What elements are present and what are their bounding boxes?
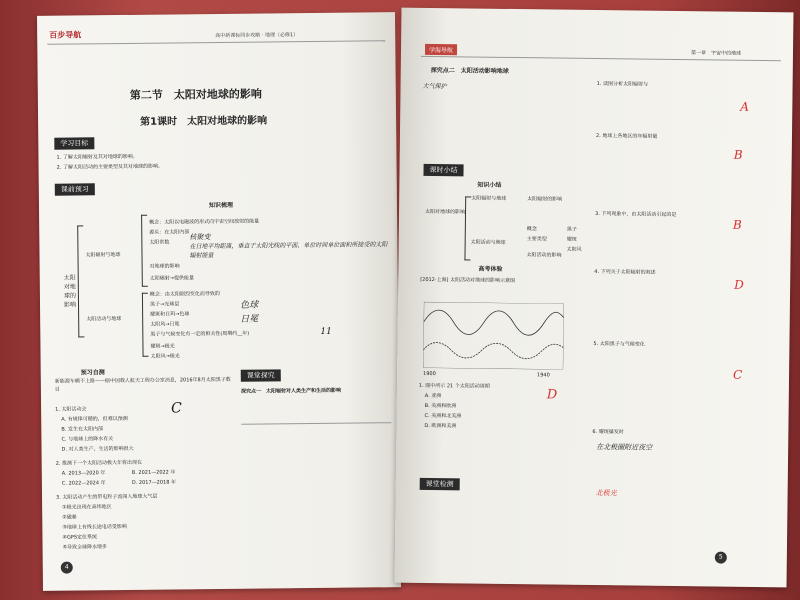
self-test-label: 预习自测 [80, 369, 105, 377]
summary-item-1: 太阳辐射与地球 [471, 195, 507, 202]
q1: 1. 太阳活动会 [55, 406, 87, 413]
tree-node-n8: 黑子→光球层 [149, 301, 180, 308]
hw-r-answer-3: B [732, 217, 742, 232]
summary-item-8: 黑子 [566, 226, 577, 233]
q2: 2. 推测下一个太阳活动极大年将出现在 [55, 459, 143, 467]
tree-root: 太阳对地球的影响 [63, 274, 77, 309]
q2-opt-d: D. 2017—2018 年 [131, 479, 177, 486]
hw-chromosphere: 色球 [239, 300, 259, 311]
q1-opt-d: D. 对人类生产、生活的影响很大 [61, 445, 134, 453]
q1-opt-a: A. 有规律可循的，但难以预测 [61, 415, 128, 423]
preview-label: 课前预习 [55, 183, 95, 195]
header-chip: 学海导航 [425, 44, 457, 55]
tree-brace-2 [142, 293, 149, 357]
hw-r-answer-1: A [740, 99, 750, 114]
hw-fusion: 核聚变 [189, 233, 211, 242]
tree-node-n7: 概念：由太阳剧烈变化而导致的 [149, 290, 220, 298]
exam-text: [2012·上海] 太阳活动对地球的影响示意图 [420, 276, 516, 285]
tree-brace-root [77, 225, 84, 337]
right-header: 第一章 宇宙中的地球 [690, 50, 742, 57]
rq-5: 5. 太阳黑子与气候变化 [593, 340, 645, 348]
q2-opt-b: B. 2021—2022 年 [131, 469, 176, 476]
summary-brace [464, 196, 471, 260]
q1-opt-b: B. 发生在太阳内部 [61, 426, 103, 433]
summary-item-5: 概念 [526, 226, 537, 233]
test-label: 课堂检测 [420, 478, 460, 490]
header-rule [47, 40, 385, 45]
sunspot-chart [423, 302, 564, 370]
q2-opt-c: C. 2022—2024 年 [61, 480, 106, 487]
tree-node-n14: 耀斑→极光 [150, 343, 175, 350]
summary-item-10: 太阳风 [566, 246, 582, 253]
q2-opt-a: A. 2013—2020 年 [61, 470, 106, 477]
chart-label-x0: 1900 [423, 370, 436, 378]
section-title: 第二节 太阳对地球的影响 [129, 87, 262, 102]
hw-corona: 日冕 [240, 314, 259, 325]
hw-right-note: 大气保护 [422, 82, 447, 91]
lesson-title: 第1课时 太阳对地球的影响 [140, 115, 268, 128]
tree-node-n4: 对地球的影响 [149, 263, 180, 270]
goals-label: 学习目标 [54, 137, 94, 149]
logo: 百步导航 [49, 30, 82, 40]
rq-4: 4. 下列关于太阳辐射的叙述 [594, 269, 656, 276]
summary-item-4: 太阳活动的影响 [526, 252, 562, 259]
q3-opt-1: ①极光出现在高纬地区 [62, 504, 112, 511]
summary-item-9: 耀斑 [566, 236, 577, 243]
hw-answer-1: C [171, 400, 182, 417]
tree-node-n15: 太阳风→极光 [150, 353, 180, 360]
explore-rule [241, 422, 391, 425]
hw-solar-constant: 在日地平均距离，垂直于太阳光线的平面，单位时间单位面积所接受的太阳辐射能量 [189, 241, 388, 260]
q3-opt-2: ②磁暴 [62, 514, 77, 521]
left-page-number: 4 [61, 562, 73, 574]
goal-1: 1. 了解太阳辐射及其对地球的影响。 [56, 153, 138, 161]
summary-item-3: 太阳活动与地球 [470, 239, 506, 246]
q3-opt-3: ③地球上有线长途电话受影响 [62, 523, 127, 531]
hw-r-answer-5: C [732, 367, 743, 382]
page-header: 高中新课标同步攻略 · 地理（必修1） [215, 32, 299, 40]
tree-node-n1: 概念：太阳以电磁波的形式向宇宙空间放射的能量 [149, 218, 260, 226]
rq-2: 2. 地球上各地区的年辐射量 [595, 133, 658, 140]
right-page-number: 5 [715, 551, 727, 563]
exam-q1-d: D. 欧洲和美洲 [424, 422, 457, 430]
explore-label: 课堂探究 [241, 369, 281, 381]
explore-2: 探究点二 太阳活动影响地球 [430, 66, 509, 75]
tree-node-n3: 太阳常数 [149, 239, 170, 246]
hw-r-note-1: 在北极圈附近夜空 [596, 443, 653, 452]
explore-1: 探究点一 太阳辐射对人类生产和生活的影响 [240, 387, 341, 395]
summary-item-2: 太阳辐射的影响 [527, 196, 563, 203]
exam-q1-b: B. 美洲和欧洲 [424, 402, 457, 410]
tree-branch-2: 太阳活动与地球 [86, 316, 122, 323]
exam-q1: 1. 图中所示 21 个太阳活动周期 [418, 382, 490, 390]
hw-r-note-2: 北极光 [595, 489, 617, 498]
goal-2: 2. 了解太阳活动的主要类型及其对地球的影响。 [56, 163, 163, 171]
hw-exam-answer: D [546, 387, 558, 403]
q3-opt-4: ④GPS定位系统 [62, 534, 98, 541]
tree-node-n16: 黑子与气候变化有一定的相关性(周期约__年) [150, 330, 250, 338]
summary-item-6: 主要类型 [526, 236, 547, 243]
tree-node-n10: 太阳风→日冕 [150, 321, 180, 328]
mini-map-title: 知识小结 [477, 181, 502, 189]
knowledge-title: 知识梳理 [208, 201, 234, 210]
rq-1: 1. 读图分析太阳辐射与 [596, 81, 649, 88]
rq-6: 6. 耀斑爆发时 [592, 428, 624, 436]
hw-eleven: 11 [320, 326, 332, 337]
tree-branch-1: 太阳辐射与地球 [85, 252, 121, 259]
q3: 3. 太阳活动产生的带电粒子流闯入地球大气层 [56, 493, 158, 501]
q3-opt-5: ⑤导致全球降水增多 [62, 544, 108, 551]
exam-q1-c: C. 美洲和北美洲 [424, 412, 462, 420]
tree-node-n6: 太阳辐射→提供能量 [149, 275, 194, 282]
chart-label-x4: 1940 [537, 372, 550, 379]
tree-node-n2: 源头：在太阳内部 [149, 229, 190, 236]
hw-r-answer-2: B [733, 147, 743, 162]
self-test-text: 新能源车辆不上路——据中国载人航天工程办公室消息，2016年8月太阳黑子数目 [54, 376, 231, 393]
left-page [37, 12, 401, 591]
summary-root: 太阳对地球的影响 [424, 208, 466, 216]
exam-title: 高考体验 [478, 265, 503, 273]
summary-label: 课时小结 [423, 164, 463, 176]
hw-r-answer-4: D [734, 277, 744, 292]
q1-opt-c: C. 与地球上的降水有关 [61, 436, 114, 443]
tree-node-n9: 耀斑和日珥→色球 [150, 311, 190, 318]
right-page [395, 8, 794, 588]
tree-brace-1 [141, 215, 148, 287]
exam-q1-a: A. 亚洲 [424, 392, 442, 400]
rq-3: 3. 下列现象中，由太阳活动引起的是 [594, 211, 677, 219]
